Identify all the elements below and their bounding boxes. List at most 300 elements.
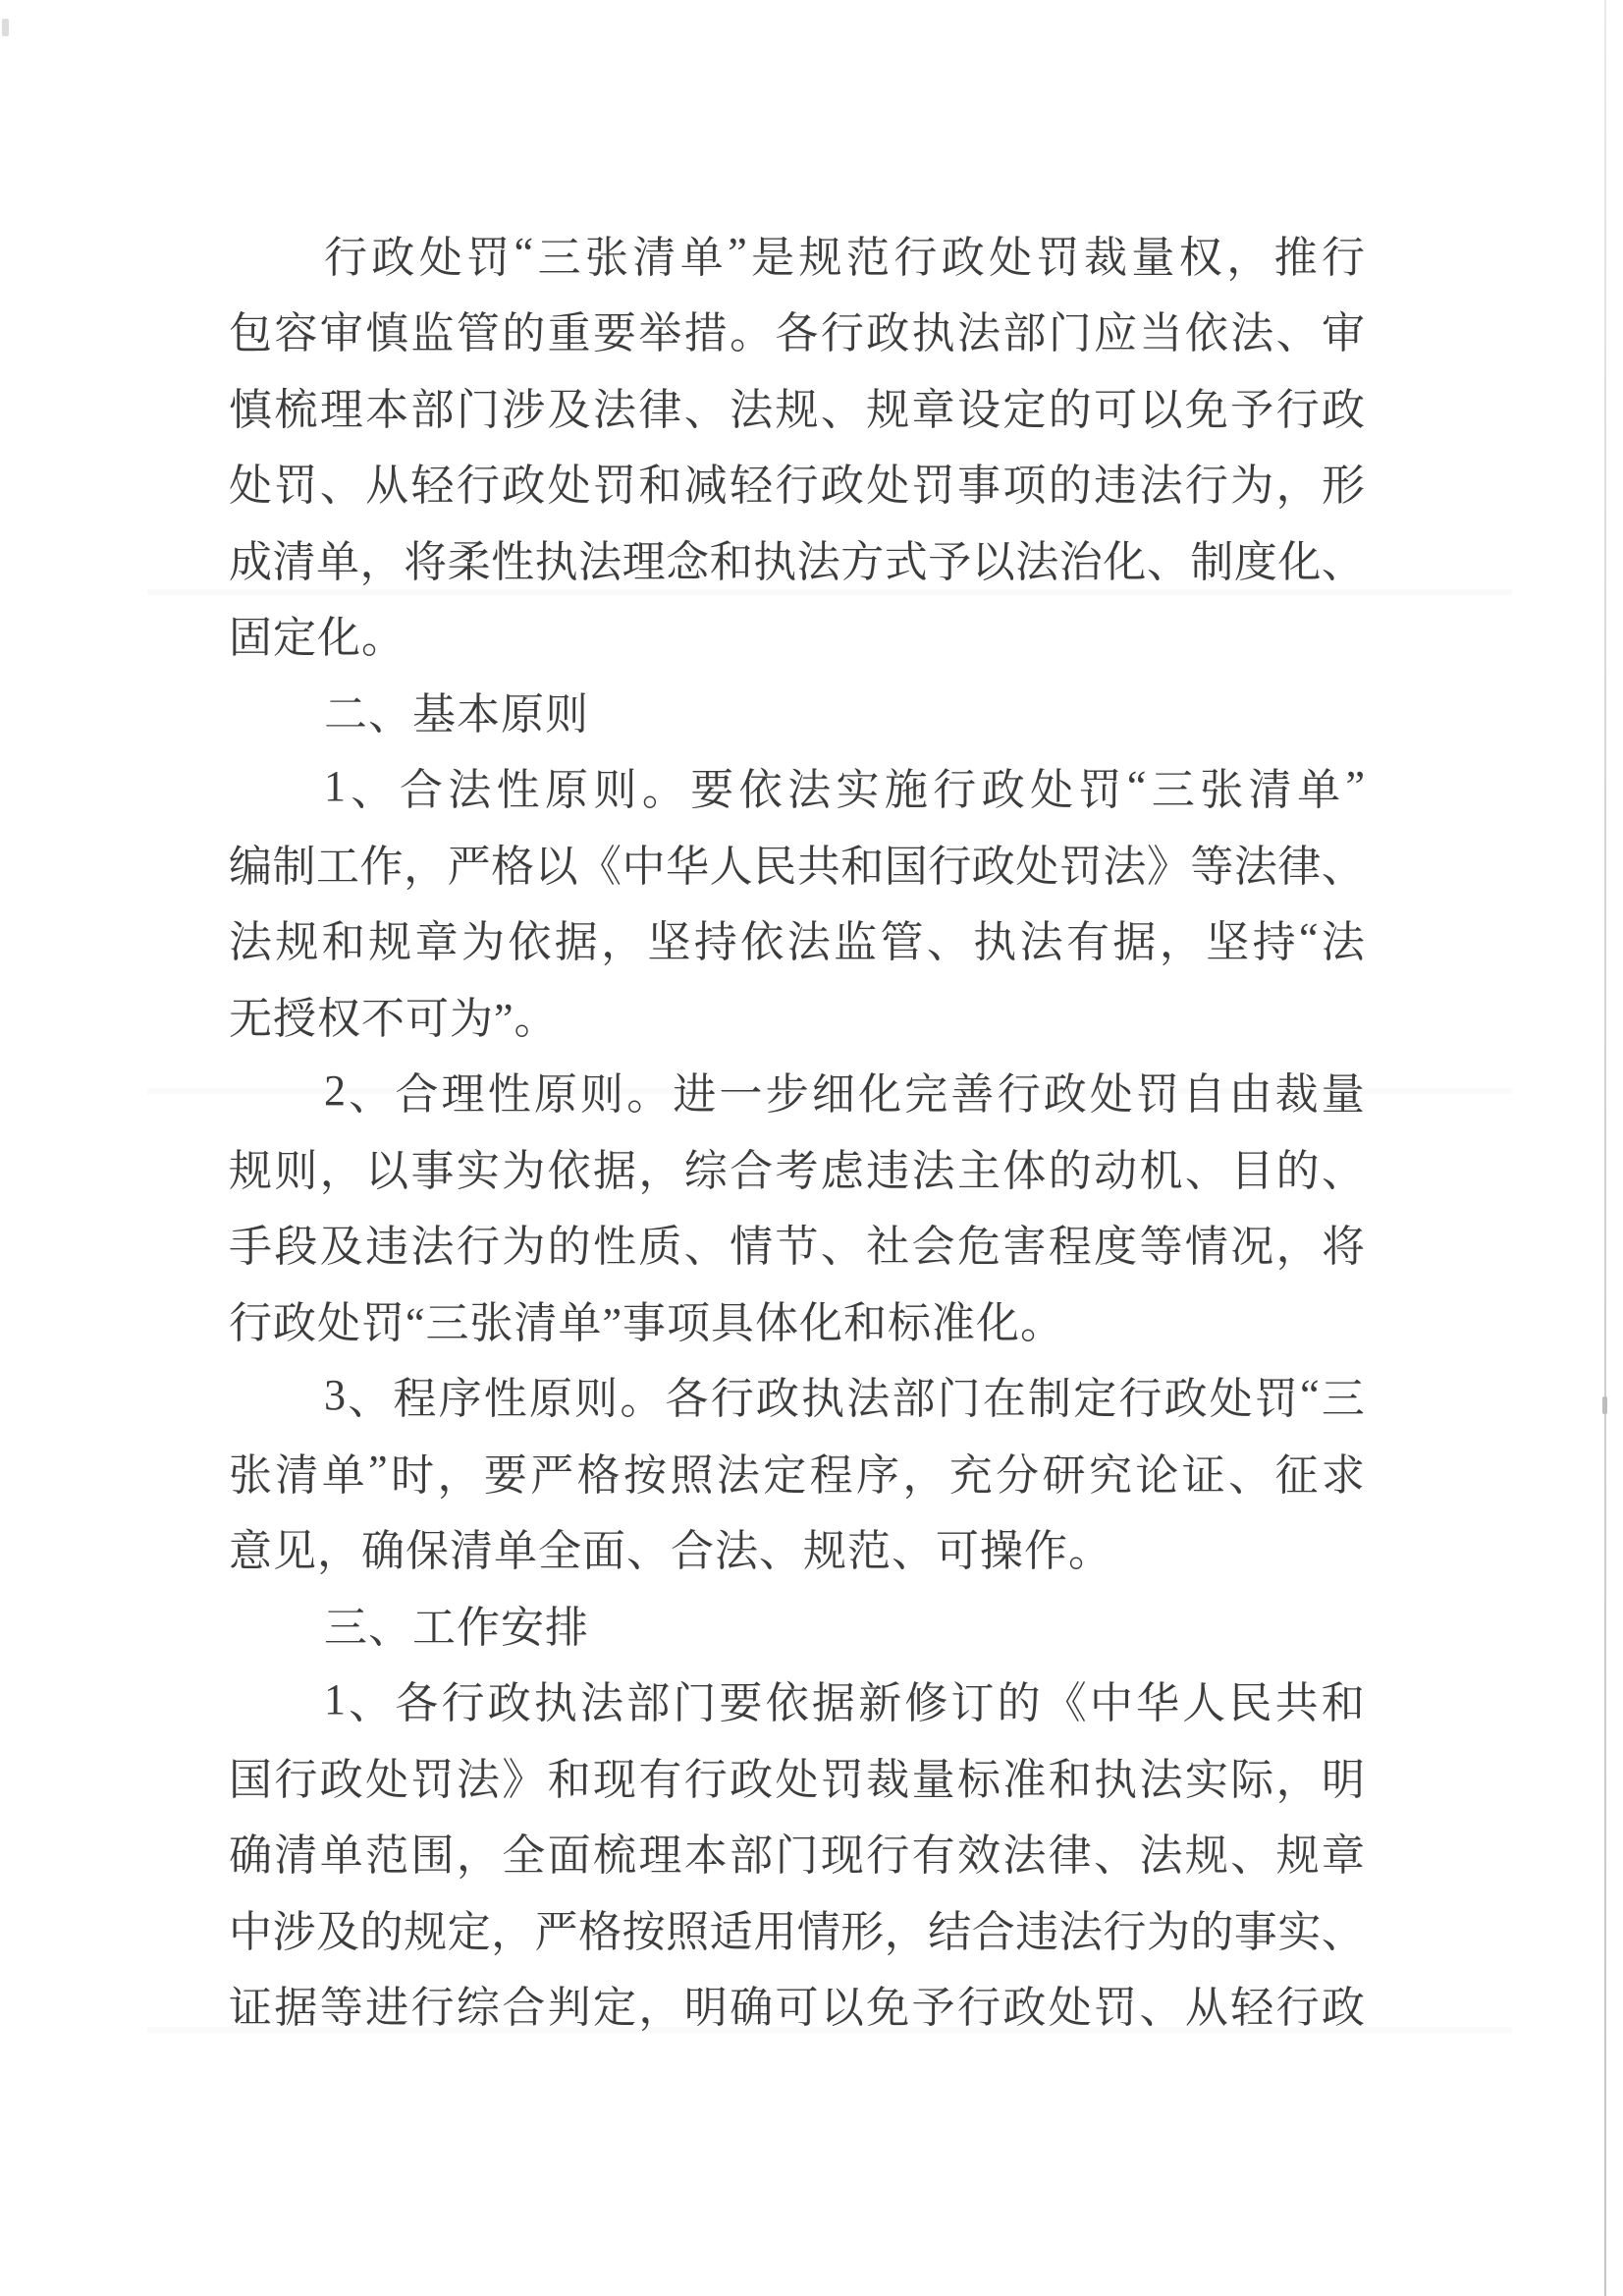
text-char: 政: [820, 462, 864, 511]
text-char: 三: [537, 233, 581, 282]
text-char: 量: [1131, 233, 1175, 282]
text-char: 、: [1321, 1907, 1365, 1956]
text-char: ，: [1275, 1223, 1320, 1272]
text-char: 裁: [1274, 1070, 1319, 1120]
text-char: 规: [229, 1146, 272, 1195]
text-char: 门: [775, 1831, 819, 1881]
text-char: 为: [502, 1146, 546, 1195]
text-char: 程: [809, 1450, 853, 1500]
text-char: 结: [928, 1907, 972, 1956]
text-char: 和: [709, 537, 753, 586]
text-char: 研: [1042, 1450, 1086, 1500]
text-char: 确: [730, 1984, 774, 2033]
text-char: 实: [456, 1146, 500, 1195]
text-char: 清: [274, 1831, 318, 1881]
text-char: 性: [593, 1223, 636, 1272]
text-char: 》: [1146, 842, 1190, 891]
text-line: [229, 1737, 1365, 1814]
text-char: 章: [414, 918, 459, 967]
text-char: 执: [534, 537, 578, 586]
text-char: 现: [593, 1755, 636, 1804]
text-char: 3: [324, 1370, 346, 1419]
text-char: 罚: [466, 233, 511, 282]
text-char: 据: [811, 1679, 855, 1728]
text-char: 。: [641, 766, 685, 815]
text-char: 法: [957, 309, 1001, 358]
text-char: 合: [730, 1146, 774, 1195]
text-char: 有: [911, 1831, 955, 1881]
text-char: 为: [460, 918, 505, 967]
text-char: 张: [229, 1450, 272, 1500]
text-char: 规: [775, 385, 819, 434]
text-char: 单: [321, 1450, 365, 1500]
text-char: 国: [229, 1755, 272, 1804]
text-char: 章: [911, 385, 955, 434]
text-char: 律: [1277, 842, 1322, 891]
text-char: 律: [1048, 1831, 1092, 1881]
text-char: 征: [1274, 1450, 1319, 1500]
text-char: 三: [1321, 1375, 1365, 1424]
text-char: 法: [1019, 918, 1063, 967]
text-char: 机: [1139, 1146, 1183, 1195]
text-char: 清: [275, 1450, 319, 1500]
text-char: 轻: [1230, 1984, 1274, 2033]
text-char: 张: [1200, 766, 1244, 815]
text-char: 处: [418, 233, 462, 282]
text-char: 和: [1321, 1679, 1365, 1728]
text-char: 性: [491, 537, 535, 586]
text-char: 实: [1277, 1907, 1322, 1956]
text-char: 规: [275, 918, 319, 967]
text-char: 门: [1048, 309, 1092, 358]
text-char: 违: [1015, 1907, 1059, 1956]
text-char: 本: [683, 1831, 728, 1881]
text-char: 行: [866, 1831, 910, 1881]
text-char: 法: [911, 1146, 955, 1195]
text-char: 危: [957, 1223, 1001, 1272]
text-char: 、: [1322, 1146, 1365, 1195]
text-char: 的: [1275, 1146, 1320, 1195]
text-char: 订: [950, 1679, 995, 1728]
text-char: “: [1126, 761, 1147, 810]
text-char: 以: [365, 1146, 409, 1195]
text-char: 罚: [820, 1755, 864, 1804]
text-char: 裁: [1083, 233, 1127, 282]
text-char: 情: [796, 1907, 840, 1956]
text-char: 罚: [1078, 766, 1122, 815]
text-char: 、: [1184, 1146, 1228, 1195]
text-char: 依: [740, 918, 784, 967]
text-char: 华: [1136, 1679, 1180, 1728]
text-char: 项: [1002, 462, 1047, 511]
text-char: 等: [319, 1984, 363, 2033]
text-char: “: [1300, 1370, 1320, 1419]
text-char: 监: [410, 309, 455, 358]
text-char: 确: [229, 1831, 272, 1881]
text-line: [229, 1128, 1365, 1205]
text-char: ，: [638, 1146, 682, 1195]
text-char: 政: [941, 233, 985, 282]
text-char: 、: [1146, 537, 1190, 586]
text-char: 则: [274, 1146, 318, 1195]
text-char: 行: [410, 1984, 455, 2033]
text-char: 法: [448, 766, 492, 815]
text-char: 新: [858, 1679, 902, 1728]
text-char: 《: [578, 842, 622, 891]
text-char: ，: [902, 1450, 947, 1500]
text-char: 清: [272, 537, 316, 586]
text-char: 、: [349, 1070, 393, 1120]
text-char: 为: [502, 1223, 546, 1272]
text-char: 际: [1230, 1755, 1274, 1804]
text-char: 定: [447, 1907, 491, 1956]
text-char: 体: [1002, 1146, 1047, 1195]
text-char: 依: [508, 918, 552, 967]
text-line: [229, 1433, 1365, 1509]
text-char: 减: [683, 462, 728, 511]
text-char: 按: [622, 1907, 666, 1956]
text-char: 行: [456, 462, 500, 511]
text-char: 可: [775, 1984, 819, 2033]
scan-smudge-band: [147, 1088, 1512, 1094]
text-char: 从: [1184, 1984, 1228, 2033]
text-char: 目: [1230, 1146, 1274, 1195]
text-char: 当: [1139, 309, 1183, 358]
text-char: 政: [755, 1375, 799, 1424]
text-char: 度: [1094, 1223, 1138, 1272]
text-char: 效: [957, 1831, 1001, 1881]
text-char: 则: [593, 766, 637, 815]
text-char: 裁: [866, 1755, 910, 1804]
text-char: 严: [534, 1907, 578, 1956]
text-char: 化: [1103, 537, 1147, 586]
text-char: 法: [1230, 309, 1274, 358]
text-char: 原: [533, 1070, 577, 1120]
text-char: 违: [1094, 462, 1138, 511]
text-char: 格: [491, 842, 535, 891]
text-char: 坚: [647, 918, 691, 967]
text-char: 持: [1252, 918, 1296, 967]
text-char: 法: [1233, 842, 1277, 891]
text-char: 综: [456, 1984, 500, 2033]
text-char: 和: [321, 918, 365, 967]
text-char: 定: [593, 1984, 636, 2033]
text-char: 序: [438, 1375, 482, 1424]
text-char: 人: [709, 842, 753, 891]
text-char: 。: [620, 1375, 664, 1424]
text-char: 涉: [272, 1907, 316, 1956]
text-char: 政: [487, 1679, 531, 1728]
text-char: 章: [1322, 1831, 1365, 1881]
text-char: 权: [1178, 233, 1222, 282]
text-char: 行: [274, 1755, 318, 1804]
scan-edge-streak: [1604, 0, 1606, 2296]
text-char: 国: [884, 842, 928, 891]
text-char: 以: [534, 842, 578, 891]
text-char: 罚: [274, 462, 318, 511]
text-char: ，: [359, 537, 404, 586]
text-char: ，: [884, 1907, 928, 1956]
text-char: 违: [365, 1223, 409, 1272]
text-char: 动: [1094, 1146, 1138, 1195]
scan-corner-smudge: [2, 19, 9, 36]
text-char: 和: [547, 1755, 591, 1804]
text-char: 处: [1209, 1375, 1253, 1424]
text-char: ，: [456, 1831, 500, 1881]
text-char: 依: [765, 1679, 809, 1728]
text-char: 清: [632, 233, 676, 282]
text-char: 则: [580, 1070, 624, 1120]
text-char: 性: [496, 766, 540, 815]
text-char: 围: [410, 1831, 455, 1881]
text-char: 》: [502, 1755, 546, 1804]
text-char: 张: [584, 233, 628, 282]
text-char: 执: [973, 918, 1017, 967]
text-char: 要: [483, 1450, 527, 1500]
text-char: 单: [319, 1831, 363, 1881]
text-char: 政: [371, 233, 415, 282]
text-char: 执: [753, 537, 797, 586]
text-char: 罚: [593, 462, 636, 511]
text-char: 实: [1184, 1755, 1228, 1804]
text-char: 行: [1184, 462, 1228, 511]
text-char: 合: [395, 1070, 439, 1120]
text-char: 将: [1322, 1223, 1365, 1272]
text-char: 免: [866, 1984, 910, 2033]
text-char: 《: [1043, 1679, 1087, 1728]
text-line: [229, 1205, 1365, 1282]
text-char: 完: [904, 1070, 948, 1120]
text-char: 予: [911, 1984, 955, 2033]
text-char: 政: [1322, 385, 1365, 434]
text-char: 轻: [410, 462, 455, 511]
text-char: 处: [1015, 842, 1059, 891]
text-char: ，: [638, 1984, 682, 2033]
text-char: 综: [683, 1146, 728, 1195]
text-char: 可: [1094, 385, 1138, 434]
text-char: 进: [673, 1070, 717, 1120]
text-char: 依: [738, 766, 783, 815]
text-char: 原: [545, 766, 589, 815]
text-char: 处: [1089, 1070, 1133, 1120]
text-char: ，: [319, 1146, 363, 1195]
text-char: 容: [274, 309, 318, 358]
text-char: 部: [626, 1679, 671, 1728]
text-char: 编: [229, 842, 272, 891]
text-char: 合: [502, 1984, 546, 2033]
text-char: 处: [229, 462, 272, 511]
text-line: [229, 519, 1365, 596]
text-char: 节: [775, 1223, 819, 1272]
text-line: 固定化。: [229, 614, 406, 663]
text-char: 及: [316, 1907, 360, 1956]
text-char: 民: [753, 842, 797, 891]
text-char: 求: [1321, 1450, 1365, 1500]
text-char: 则: [574, 1375, 619, 1424]
text-char: 法: [730, 385, 774, 434]
text-char: 等: [1139, 1223, 1183, 1272]
text-char: 门: [456, 385, 500, 434]
text-char: 据: [554, 918, 598, 967]
text-char: 原: [528, 1375, 572, 1424]
text-char: 主: [957, 1146, 1001, 1195]
text-line: 二、基本原则: [324, 689, 589, 738]
text-char: 、: [926, 918, 970, 967]
text-char: 法: [1139, 462, 1183, 511]
text-char: 、: [1139, 1984, 1183, 2033]
text-char: 法: [787, 766, 832, 815]
text-char: 进: [365, 1984, 409, 2033]
text-char: 法: [593, 385, 636, 434]
text-char: ，: [1275, 462, 1320, 511]
text-char: 处: [775, 1755, 819, 1804]
text-char: 以: [971, 537, 1015, 586]
text-char: 处: [1030, 766, 1074, 815]
text-char: 考: [775, 1146, 819, 1195]
text-char: 推: [1273, 233, 1318, 282]
text-char: 免: [1184, 385, 1228, 434]
text-char: 化: [858, 1070, 902, 1120]
text-char: 处: [866, 462, 910, 511]
text-char: 格: [576, 1450, 621, 1500]
text-char: 段: [274, 1223, 318, 1272]
text-char: 处: [365, 1755, 409, 1804]
text-char: 行: [1322, 233, 1365, 282]
text-char: 情: [1184, 1223, 1228, 1272]
text-char: 措: [683, 309, 728, 358]
text-char: 处: [1048, 1984, 1092, 2033]
text-char: 和: [638, 462, 682, 511]
text-char: 形: [1322, 462, 1365, 511]
text-char: 中: [229, 1907, 272, 1956]
text-char: 部: [892, 1375, 936, 1424]
text-char: 实: [836, 766, 880, 815]
text-char: 照: [666, 1907, 710, 1956]
text-char: 充: [948, 1450, 993, 1500]
text-char: 法: [1139, 1755, 1183, 1804]
text-line: [229, 901, 1365, 977]
text-char: 人: [1182, 1679, 1226, 1728]
text-char: 方: [840, 537, 885, 586]
text-char: 是: [751, 233, 795, 282]
text-char: 和: [840, 842, 885, 891]
text-char: 制: [1028, 1375, 1071, 1424]
text-char: 中: [1089, 1679, 1133, 1728]
text-char: 从: [365, 462, 409, 511]
text-char: 治: [1058, 537, 1103, 586]
text-char: 证: [1181, 1450, 1225, 1500]
text-char: 的: [1048, 385, 1092, 434]
text-char: 行: [710, 1375, 754, 1424]
text-char: 执: [801, 1375, 845, 1424]
text-char: 行: [928, 842, 972, 891]
scan-smudge-band: [147, 2027, 1512, 2033]
text-char: 量: [911, 1755, 955, 1804]
text-char: 共: [796, 842, 840, 891]
text-char: 一: [719, 1070, 763, 1120]
text-line: [229, 292, 1365, 368]
text-char: 民: [1228, 1679, 1272, 1728]
text-char: 法: [1015, 537, 1059, 586]
text-char: 政: [981, 766, 1025, 815]
text-char: 罚: [1094, 1984, 1138, 2033]
text-char: 作: [359, 842, 404, 891]
text-char: 。: [730, 309, 774, 358]
text-char: 、: [319, 462, 363, 511]
text-char: 自: [1182, 1070, 1226, 1120]
text-char: 手: [229, 1223, 272, 1272]
text-char: 行: [1275, 1984, 1320, 2033]
text-char: 行: [933, 766, 977, 815]
text-char: 形: [840, 1907, 885, 1956]
text-char: 法: [796, 537, 840, 586]
text-char: 准: [1002, 1755, 1047, 1804]
text-char: 要: [690, 766, 734, 815]
text-char: 2: [324, 1066, 346, 1115]
text-char: 执: [533, 1679, 577, 1728]
text-char: 性: [487, 1070, 531, 1120]
text-char: 虑: [820, 1146, 864, 1195]
text-char: 三: [1151, 766, 1195, 815]
text-char: 中: [622, 842, 666, 891]
text-char: 各: [665, 1375, 709, 1424]
text-char: 法: [716, 1450, 760, 1500]
text-char: 罚: [410, 1755, 455, 1804]
text-char: 包: [229, 309, 272, 358]
text-char: 予: [928, 537, 972, 586]
text-char: 化: [1277, 537, 1322, 586]
text-char: 违: [866, 1146, 910, 1195]
text-char: 的: [1048, 1146, 1092, 1195]
text-char: 政: [866, 309, 910, 358]
text-char: 法: [1321, 918, 1365, 967]
text-char: 据: [274, 1984, 318, 2033]
text-char: 会: [911, 1223, 955, 1272]
text-char: 善: [950, 1070, 995, 1120]
text-char: ，: [491, 1907, 535, 1956]
text-char: “: [1298, 913, 1319, 962]
text-char: 慎: [365, 309, 409, 358]
text-char: 政: [502, 462, 546, 511]
text-char: 情: [730, 1223, 774, 1272]
text-char: 按: [623, 1450, 668, 1500]
text-char: 法: [580, 1679, 624, 1728]
text-char: 有: [1066, 918, 1110, 967]
text-char: 罚: [1058, 842, 1103, 891]
text-char: 质: [638, 1223, 682, 1272]
text-line: [229, 1662, 1365, 1738]
text-char: 法: [786, 918, 831, 967]
text-char: 、: [1230, 1831, 1274, 1881]
text-char: 1: [324, 761, 346, 810]
text-char: 有: [638, 1755, 682, 1804]
text-char: 全: [502, 1831, 546, 1881]
text-char: 度: [1233, 537, 1277, 586]
text-char: 轻: [730, 462, 774, 511]
text-char: 理: [441, 1070, 485, 1120]
text-char: 行: [683, 1755, 728, 1804]
text-char: 、: [820, 385, 864, 434]
text-line: [229, 824, 1365, 901]
text-char: 执: [911, 309, 955, 358]
text-char: 、: [683, 385, 728, 434]
text-char: 审: [1322, 309, 1365, 358]
text-char: ，: [1159, 918, 1203, 967]
text-char: 的: [359, 1907, 404, 1956]
text-char: 以: [820, 1984, 864, 2033]
text-char: 规: [866, 385, 910, 434]
text-char: 以: [1139, 385, 1183, 434]
